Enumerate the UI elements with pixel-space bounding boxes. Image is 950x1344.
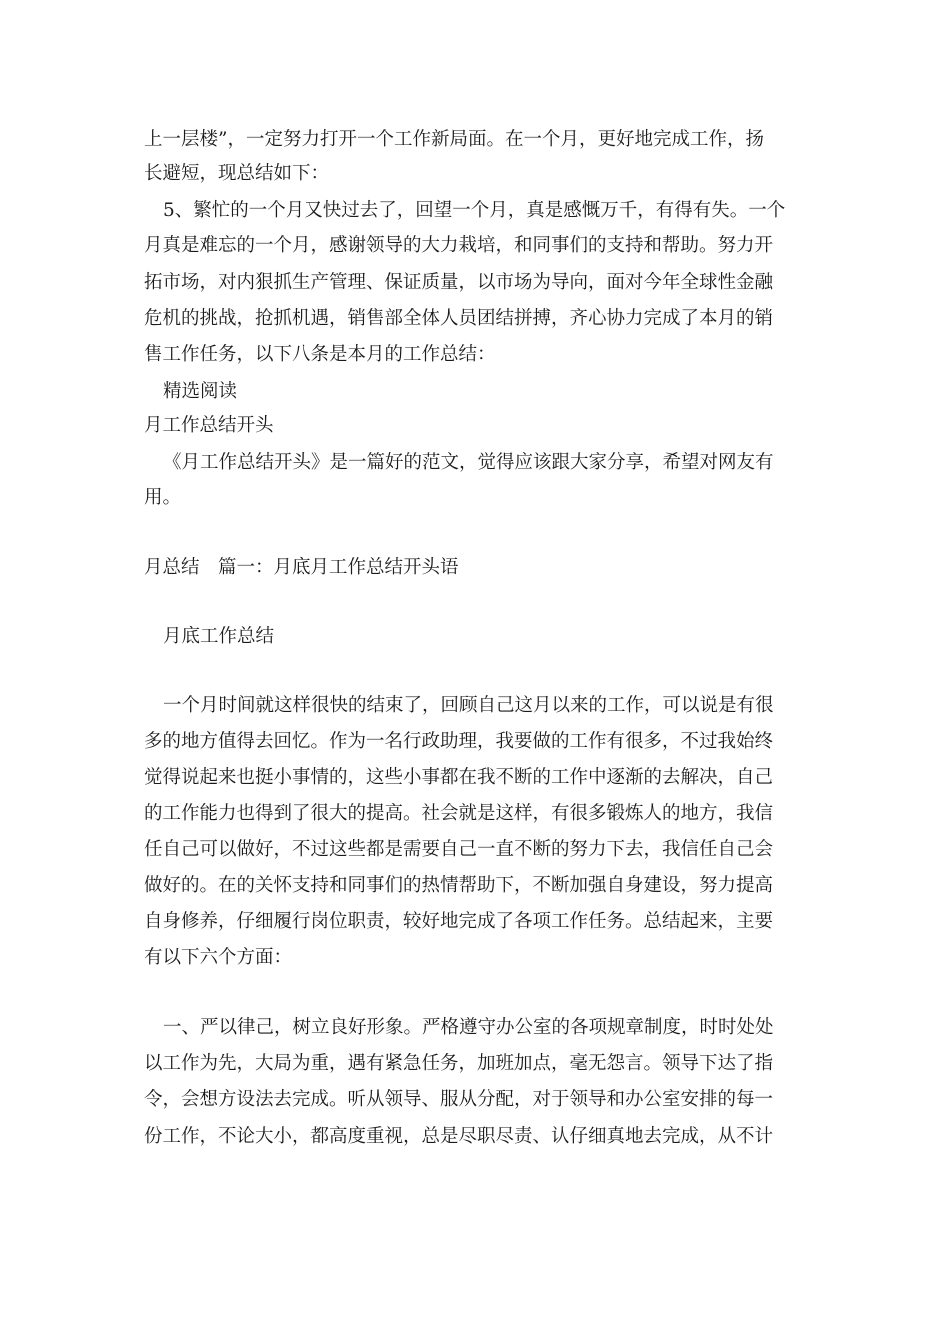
article-intro-line: 《月工作总结开头》是一篇好的范文，觉得应该跟大家分享，希望对网友有: [163, 452, 774, 473]
text-line: 觉得说起来也挺小事情的，这些小事都在我不断的工作中逐渐的去解决，自己: [144, 767, 774, 788]
subheading: 月底工作总结: [163, 626, 275, 647]
section-heading: 月总结 篇一：月底月工作总结开头语: [144, 557, 459, 578]
text-line: 自身修养，仔细履行岗位职责，较好地完成了各项工作任务。总结起来，主要: [144, 911, 774, 932]
text-line: 拓市场，对内狠抓生产管理、保证质量，以市场为导向，面对今年全球性金融: [144, 272, 774, 293]
text-line: 做好的。在的关怀支持和同事们的热情帮助下，不断加强自身建设，努力提高: [144, 875, 774, 896]
text-line: 任自己可以做好，不过这些都是需要自己一直不断的努力下去，我信任自己会: [144, 839, 774, 860]
text-line: 售工作任务，以下八条是本月的工作总结：: [144, 344, 496, 365]
featured-reading-label: 精选阅读: [163, 381, 238, 402]
text-line: 的工作能力也得到了很大的提高。社会就是这样，有很多锻炼人的地方，我信: [144, 803, 774, 824]
text-line: 多的地方值得去回忆。作为一名行政助理，我要做的工作有很多，不过我始终: [144, 731, 774, 752]
paragraph-start-line: 5、繁忙的一个月又快过去了，回望一个月，真是感慨万千，有得有失。一个: [163, 200, 786, 221]
text-line: 以工作为先，大局为重，遇有紧急任务，加班加点，毫无怨言。领导下达了指: [144, 1053, 774, 1074]
text-line: 用。: [144, 487, 182, 508]
text-line: 份工作，不论大小，都高度重视，总是尽职尽责、认仔细真地去完成，从不计: [144, 1126, 774, 1147]
text-line: 危机的挑战，抢抓机遇，销售部全体人员团结拼搏，齐心协力完成了本月的销: [144, 308, 774, 329]
paragraph-start-line: 一个月时间就这样很快的结束了，回顾自己这月以来的工作，可以说是有很: [163, 695, 774, 716]
text-line: 长避短，现总结如下：: [144, 163, 330, 184]
text-line: 月真是难忘的一个月，感谢领导的大力栽培，和同事们的支持和帮助。努力开: [144, 235, 774, 256]
article-title: 月工作总结开头: [144, 415, 274, 436]
text-line: 令，会想方设法去完成。听从领导、服从分配，对于领导和办公室安排的每一: [144, 1089, 774, 1110]
paragraph-start-line: 一、严以律己，树立良好形象。严格遵守办公室的各项规章制度，时时处处: [163, 1017, 774, 1038]
text-line: 有以下六个方面：: [144, 947, 293, 968]
text-line: 上一层楼”，一定努力打开一个工作新局面。在一个月，更好地完成工作，扬: [144, 129, 764, 150]
